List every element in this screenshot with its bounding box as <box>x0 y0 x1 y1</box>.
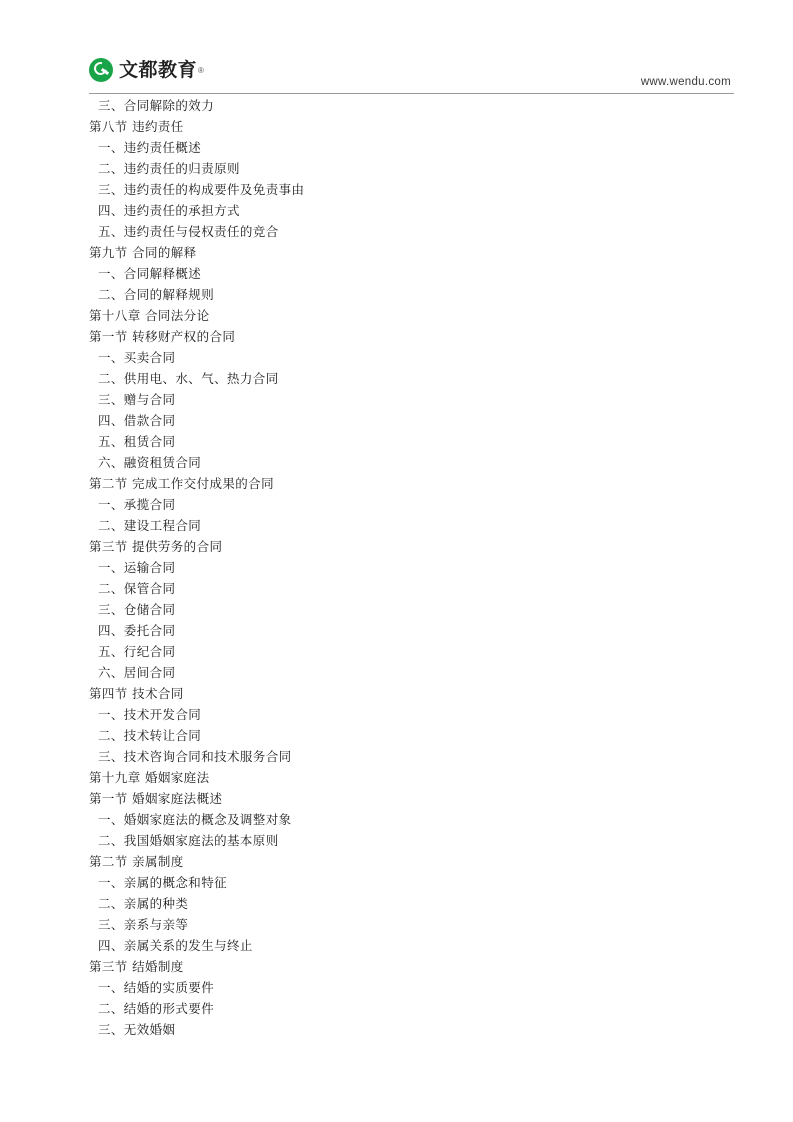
toc-entry: 五、违约责任与侵权责任的竞合 <box>98 224 279 239</box>
toc-entry: 一、买卖合同 <box>98 350 176 365</box>
toc-entry: 一、亲属的概念和特征 <box>98 875 228 890</box>
table-of-contents <box>89 95 739 1040</box>
header-divider <box>89 93 734 94</box>
toc-entry: 二、保管合同 <box>98 581 176 596</box>
toc-entry: 第二节 完成工作交付成果的合同 <box>89 476 274 491</box>
toc-entry: 三、技术咨询合同和技术服务合同 <box>98 749 292 764</box>
toc-entry: 二、供用电、水、气、热力合同 <box>98 371 279 386</box>
toc-entry: 一、结婚的实质要件 <box>98 980 215 995</box>
toc-entry: 第四节 技术合同 <box>89 686 184 701</box>
toc-entry: 三、仓储合同 <box>98 602 176 617</box>
toc-entry: 第十九章 婚姻家庭法 <box>89 770 210 785</box>
toc-entry: 二、技术转让合同 <box>98 728 202 743</box>
toc-entry: 第一节 婚姻家庭法概述 <box>89 791 223 806</box>
toc-entry: 第二节 亲属制度 <box>89 854 184 869</box>
toc-entry: 三、亲系与亲等 <box>98 917 189 932</box>
toc-entry: 二、建设工程合同 <box>98 518 202 533</box>
wendu-logo-icon <box>89 58 113 82</box>
toc-entry: 一、运输合同 <box>98 560 176 575</box>
toc-entry: 三、合同解除的效力 <box>98 98 215 113</box>
toc-entry: 五、行纪合同 <box>98 644 176 659</box>
toc-entry: 一、承揽合同 <box>98 497 176 512</box>
toc-entry: 三、违约责任的构成要件及免责事由 <box>98 182 305 197</box>
toc-entry: 第三节 结婚制度 <box>89 959 184 974</box>
toc-entry: 第十八章 合同法分论 <box>89 308 210 323</box>
toc-entry: 第三节 提供劳务的合同 <box>89 539 223 554</box>
toc-entry: 二、结婚的形式要件 <box>98 1001 215 1016</box>
toc-entry: 第九节 合同的解释 <box>89 245 197 260</box>
toc-entry: 第一节 转移财产权的合同 <box>89 329 236 344</box>
toc-entry: 一、技术开发合同 <box>98 707 202 722</box>
toc-entry: 第八节 违约责任 <box>89 119 184 134</box>
page-header <box>0 0 793 90</box>
brand-logo <box>89 57 204 83</box>
toc-entry: 二、亲属的种类 <box>98 896 189 911</box>
toc-entry: 二、我国婚姻家庭法的基本原则 <box>98 833 279 848</box>
toc-entry: 四、违约责任的承担方式 <box>98 203 240 218</box>
toc-entry: 一、合同解释概述 <box>98 266 202 281</box>
toc-entry: 三、赠与合同 <box>98 392 176 407</box>
brand-name: 文都教育 <box>119 59 198 81</box>
toc-entry: 四、借款合同 <box>98 413 176 428</box>
trademark-symbol: ® <box>198 65 204 75</box>
toc-entry: 四、委托合同 <box>98 623 176 638</box>
toc-entry: 二、违约责任的归责原则 <box>98 161 240 176</box>
toc-entry: 一、婚姻家庭法的概念及调整对象 <box>98 812 292 827</box>
toc-entry: 三、无效婚姻 <box>98 1022 176 1037</box>
site-url: www.wendu.com <box>640 76 731 88</box>
toc-entry: 六、居间合同 <box>98 665 176 680</box>
toc-entry: 二、合同的解释规则 <box>98 287 215 302</box>
toc-entry: 五、租赁合同 <box>98 434 176 449</box>
toc-entry: 四、亲属关系的发生与终止 <box>98 938 253 953</box>
toc-entry: 六、融资租赁合同 <box>98 455 202 470</box>
toc-entry: 一、违约责任概述 <box>98 140 202 155</box>
